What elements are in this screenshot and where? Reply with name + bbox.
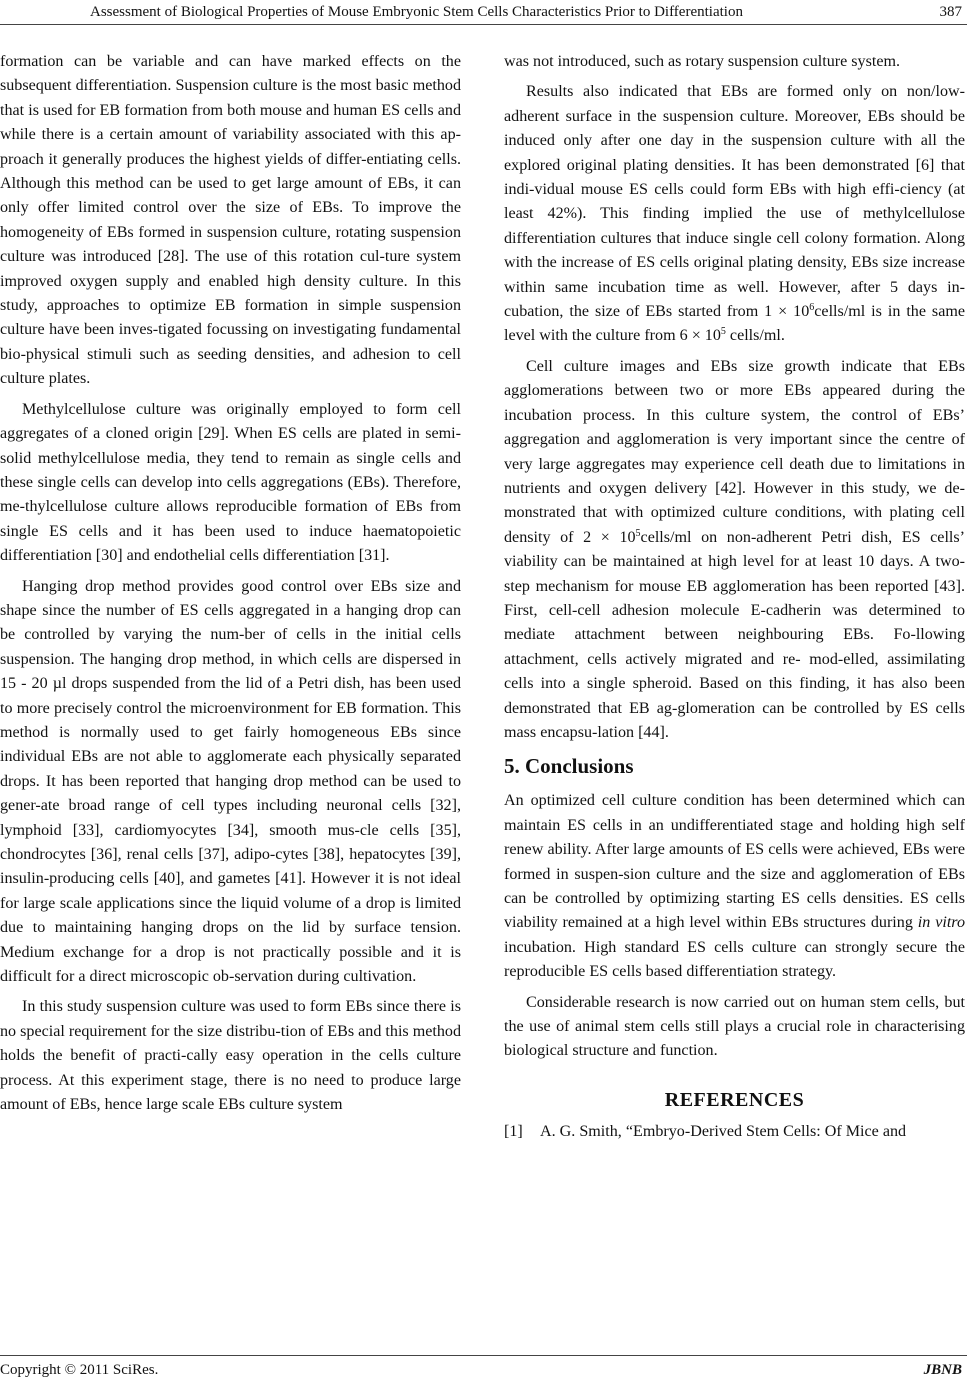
footer-divider: [0, 1355, 967, 1356]
paragraph: Hanging drop method provides good control over EBs size and shape since the number of ES cells aggregated in a hanging drop can be controlled by varying the num-ber of cells in the initial cells suspension. The hanging drop method, in which cells are dispersed in 15 - 20 µl drops suspended from the lid of a Petri dish, has been used to more precisely control the microenvironment for EB formation. This method is normally used to get fairly homogeneous EBs since individual EBs are not able to agglomerate each physically separated drops. It has been reported that hanging drop method can be used to gener-ate broad range of cell types including neuronal cells [32], lymphoid [33], cardiomyocytes [34], smooth mus-cle cells [35], chondrocytes [36], renal cells [37], adipo-cytes [38], hepatocytes [39], insulin-producing cells [40], and gametes [41]. However it is not ideal for large scale applications since the liquid volume of a drop is limited due to maintaining hanging drops on the lid by surface tension. Medium exchange for a drop is not practically possible and it is difficult for a direct microscopic ob-servation during cultivation.: [0, 577, 461, 986]
superscript: 6: [809, 302, 815, 314]
page-number: 387: [939, 4, 962, 20]
paragraph: formation can be variable and can have marked effects on the subsequent differentiation. Suspension culture is the most basic method that is used for EB formation from both mouse and human ES cells and while there is a certain amount of variability associated with this ap-proach it generally produces the highest yields of differ-entiating cells. Although this method can be used to get large amount of EBs, it can only offer limited control over the size of EBs. To improve the homogeneity of EBs formed in suspension culture, rotating suspension culture was introduced [28]. The use of this rotation cul-ture system improved oxygen supply and enabled high density culture. In this study, approaches to optimize EB formation in simple suspension culture have been inves-tigated focussing on investigating fundamental bio-physical stimuli such as seeding densities, and adhesion to cell culture plates.: [0, 53, 461, 388]
italic-term: in vitro: [917, 914, 966, 932]
text-run: cells/ml is in the same level with the culture from 6 × 10: [504, 303, 966, 345]
paragraph: In this study suspension culture was used to form EBs since there is no special requirement for the size distribu-tion of EBs and this method holds the benefit of practi-cally easy operation in the cells culture process. At this experiment stage, there is no need to produce large amount of EBs, hence large scale EBs culture system: [0, 998, 461, 1114]
running-header: [80, 0, 962, 24]
text-run: Results also indicated that EBs are formed only on non/low-adherent surface in the suspension culture. Moreover, EBs should be induced only after one day in the suspension culture with all the explored original plating densities. It has been demonstrated [6] that indi-vidual mouse ES cells could form EBs with high effi-ciency (at least 42%). This finding implied the use of methylcellulose differentiation cultures that induce single cell colony formation. Along with the increase of ES cells original plating density, EBs size increase within same incubation time as well. However, after 5 days in-cubation, the size of EBs started from 1 × 10: [504, 83, 965, 321]
text-run: Cell culture images and EBs size growth indicate that EBs agglomerations between two or more EBs appeared during the incubation process. In this culture system, the control of EBs’ aggregation and agglomeration is very important since the centre of very large aggregates may experience cell death due to limitations in nutrients and oxygen delivery [42]. However in this study, we de-monstrated that with optimized culture conditions, with plating cell density of 2 × 10: [504, 357, 965, 546]
superscript: 5: [635, 527, 641, 539]
paragraph: [504, 355, 965, 746]
references-heading: REFERENCES: [664, 1088, 805, 1111]
paragraph: was not introduced, such as rotary suspension culture system.: [504, 53, 901, 70]
left-column: [0, 50, 461, 1123]
section-heading-conclusions: 5. Conclusions: [504, 754, 634, 779]
right-column: [504, 50, 965, 1145]
journal-abbreviation: JBNB: [923, 1362, 962, 1378]
text-run: incubation. High standard ES cells culture can strongly secure the reproducible ES cells based differentiation strategy.: [504, 938, 965, 981]
paragraph: Methylcellulose culture was originally employed to form cell aggregates of a cloned origin [29]. When ES cells are plated in semi-solid methylcellulose media, they tend to remain as single cells and these single cells can develop into cells aggregations (EBs). Therefore, me-thylcellulose culture allows reproducible formation of EBs from single ES cells and it has been used to induce haematopoietic differentiation [30] and endothelial cells differentiation [31].: [0, 400, 461, 565]
header-divider: [0, 24, 967, 25]
text-run: cells/ml.: [725, 327, 785, 345]
copyright-notice: Copyright © 2011 SciRes.: [0, 1362, 159, 1378]
text-run: cells/ml on non-adherent Petri dish, ES cells’ viability can be maintained at high level for at least 10 days. A two-step mechanism for mouse EB agglomeration has been reported [43]. First, cell-cell adhesion molecule E-cadherin was determined to mediate attachment between neighbouring EBs. Fo-llowing attachment, cells actively migrated and re- mod-elled, assimilating cells into a single spheroid. Based on this finding, it has also been demonstrated that EB ag-glomeration can be controlled by ES cells mass encapsu-lation [44].: [504, 528, 966, 741]
reference-number: [1]: [504, 1123, 523, 1141]
reference-item: [504, 1120, 965, 1144]
paragraph: [504, 80, 965, 348]
superscript: 5: [720, 326, 726, 338]
paragraph: Considerable research is now carried out on human stem cells, but the use of animal stem cells still plays a crucial role in characterising biological structure and function.: [504, 993, 965, 1060]
running-title: Assessment of Biological Properties of Mouse Embryonic Stem Cells Characteristics Prior to Differentiation: [90, 4, 743, 20]
text-run: An optimized cell culture condition has been determined which can maintain ES cells in an undifferentiated stage and holding high self renew ability. After large amounts of ES cells were achieved, EBs were formed in suspen-sion culture and the size and agglomeration of EBs can be controlled by optimizing starting ES cells densities. ES cells viability remained at a high level within EBs structures during: [504, 792, 965, 932]
reference-text: A. G. Smith, “Embryo-Derived Stem Cells: Of Mice and: [540, 1123, 907, 1141]
paragraph: [504, 789, 965, 984]
